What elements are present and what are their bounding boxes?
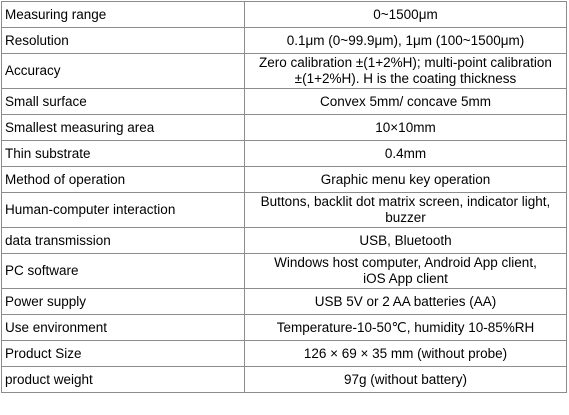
spec-table: [1, 1, 567, 393]
table-row: [2, 54, 567, 89]
value-line: Convex 5mm/ concave 5mm: [319, 93, 492, 109]
row-value-pc-software: [245, 254, 567, 289]
row-label-product-weight: product weight: [2, 367, 245, 393]
row-label-thin-substrate: Thin substrate: [2, 141, 245, 167]
spec-table-body: [2, 2, 567, 393]
value-line: Temperature-10-50℃, humidity 10-85%RH: [276, 319, 535, 335]
value-line: 97g (without battery): [343, 371, 468, 387]
table-row: [2, 193, 567, 228]
row-value-measuring-range: [245, 2, 567, 28]
value-line: Zero calibration ±(1+2%H); multi-point calibration: [259, 55, 552, 70]
table-row: [2, 254, 567, 289]
value-line: 10×10mm: [375, 119, 436, 135]
value-line: 0~1500μm: [373, 6, 438, 22]
row-label-resolution: Resolution: [2, 28, 245, 54]
row-label-small-surface: Small surface: [2, 89, 245, 115]
row-label-accuracy: Accuracy: [2, 54, 245, 89]
value-line: ±(1+2%H). H is the coating thickness: [294, 71, 517, 86]
table-row: [2, 367, 567, 393]
value-line: USB, Bluetooth: [359, 232, 452, 248]
row-label-smallest-measuring-area: Smallest measuring area: [2, 115, 245, 141]
table-row: [2, 115, 567, 141]
row-label-human-computer-interaction: Human-computer interaction: [2, 193, 245, 228]
value-line: 0.4mm: [384, 145, 427, 161]
table-row: [2, 289, 567, 315]
value-line: Buttons, backlit dot matrix screen, indicator light,: [260, 194, 551, 209]
row-label-measuring-range: Measuring range: [2, 2, 245, 28]
row-label-pc-software: PC software: [2, 254, 245, 289]
value-line: buzzer: [385, 210, 426, 225]
table-row: [2, 141, 567, 167]
value-line: Windows host computer, Android App client,: [274, 255, 537, 270]
row-value-product-weight: [245, 367, 567, 393]
table-row: [2, 167, 567, 193]
table-row: [2, 28, 567, 54]
row-label-method-of-operation: Method of operation: [2, 167, 245, 193]
row-value-small-surface: [245, 89, 567, 115]
row-value-thin-substrate: [245, 141, 567, 167]
row-value-use-environment: [245, 315, 567, 341]
row-value-accuracy: [245, 54, 567, 89]
table-row: [2, 89, 567, 115]
row-value-data-transmission: [245, 228, 567, 254]
row-label-use-environment: Use environment: [2, 315, 245, 341]
row-label-power-supply: Power supply: [2, 289, 245, 315]
row-value-smallest-measuring-area: [245, 115, 567, 141]
value-line: iOS App client: [363, 271, 448, 286]
row-label-data-transmission: data transmission: [2, 228, 245, 254]
value-line: 126 × 69 × 35 mm (without probe): [303, 345, 508, 361]
table-row: [2, 2, 567, 28]
row-value-human-computer-interaction: [245, 193, 567, 228]
value-line: Graphic menu key operation: [320, 171, 491, 187]
row-value-product-size: [245, 341, 567, 367]
table-row: [2, 315, 567, 341]
value-line: 0.1μm (0~99.9μm), 1μm (100~1500μm): [286, 32, 525, 48]
table-row: [2, 228, 567, 254]
row-value-resolution: [245, 28, 567, 54]
value-line: USB 5V or 2 AA batteries (AA): [314, 293, 497, 309]
row-label-product-size: Product Size: [2, 341, 245, 367]
row-value-power-supply: [245, 289, 567, 315]
table-row: [2, 341, 567, 367]
row-value-method-of-operation: [245, 167, 567, 193]
